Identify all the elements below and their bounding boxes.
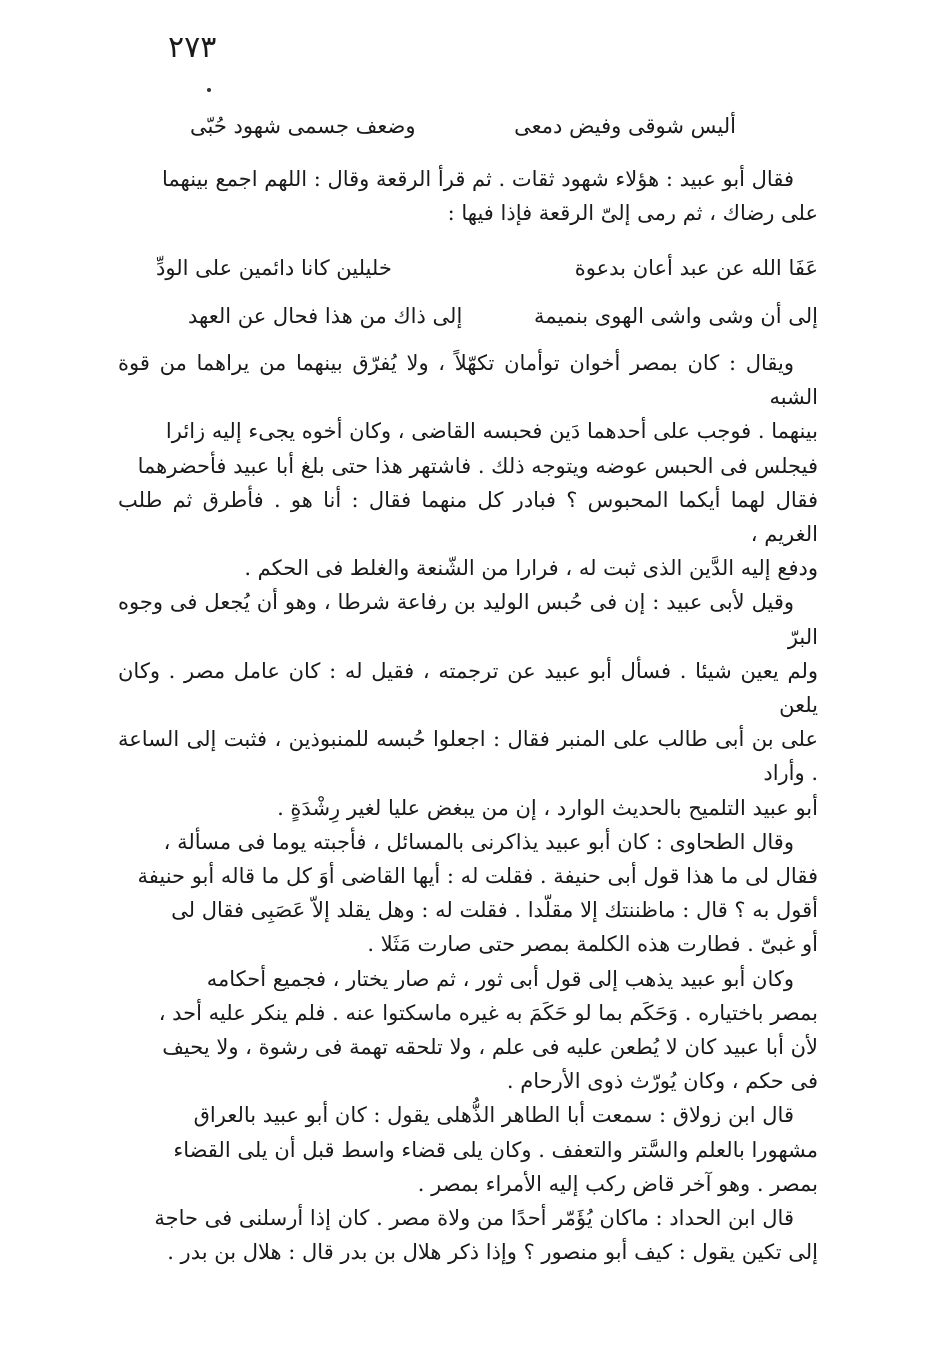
verse-1-right: عَفَا الله عن عبد أعان بدعوة — [574, 256, 818, 280]
text-line: بينهما . فوجب على أحدهما دَين فحبسه القاضى ، وكان أخوه يجىء إليه زائرا — [165, 419, 818, 444]
ink-dot — [207, 88, 211, 92]
paragraph-main — [118, 346, 818, 1269]
verse-1-left: خليلين كانا دائمين على الودِّ — [156, 256, 392, 280]
verse-2 — [188, 304, 818, 329]
text-line: على بن أبى طالب على المنبر فقال : اجعلوا حُبسه للمنبوذين ، فثبت إلى الساعة . وأراد — [118, 727, 818, 786]
text-line: وقال الطحاوى : كان أبو عبيد يذاكرنى بالمسائل ، فأجبته يوما فى مسألة ، — [163, 829, 794, 854]
text-line: فقال لهما أيكما المحبوس ؟ فبادر كل منهما فقال : أنا هو . فأطرق ثم طلب الغريم ، — [118, 487, 818, 547]
text-line: بمصر . وهو آخر قاض ركب إليه الأمراء بمصر . — [417, 1171, 818, 1196]
text-line: قال ابن زولاق : سمعت أبا الطاهر الذُّهلى يقول : كان أبو عبيد بالعراق — [193, 1103, 794, 1128]
text-line: ويقال : كان بمصر أخوان توأمان تكهّلاً ، ولا يُفرّق بينهما من يراهما من قوة الشبه — [118, 351, 818, 410]
text-line: فيجلس فى الحبس عوضه ويتوجه ذلك . فاشتهر هذا حتى بلغ أبا عبيد فأحضرهما — [137, 453, 818, 478]
text-line: أو غبىّ . فطارت هذه الكلمة بمصر حتى صارت مَثَلا . — [367, 932, 818, 957]
text-line: أقول به ؟ قال : ماظننتك إلا مقلّدا . فقلت له : وهل يقلد إلاّ عَصَبِى فقال لى — [171, 898, 818, 923]
text-line: مشهورا بالعلم والسَّتر والتعفف . وكان يلى قضاء واسط قبل أن يلى القضاء — [173, 1137, 818, 1162]
text-line: إلى تكين يقول : كيف أبو منصور ؟ وإذا ذكر هلال بن بدر قال : هلال بن بدر . — [167, 1240, 818, 1265]
verse-2-right: إلى أن وشى واشى الهوى بنميمة — [534, 304, 818, 328]
text-line: ودفع إليه الدَّين الذى ثبت له ، فرارا من الشّنعة والغلط فى الحكم . — [244, 556, 818, 581]
text-line: قال ابن الحداد : ماكان يُؤَمّر أحدًا من ولاة مصر . كان إذا أرسلنى فى حاجة — [154, 1206, 794, 1231]
verse-top-right: أليس شوقى وفيض دمعى — [514, 114, 736, 138]
text-line: ولم يعين شيئا . فسأل أبو عبيد عن ترجمته ، فقيل له : كان عامل مصر . وكان يلعن — [118, 658, 818, 718]
text-line: أبو عبيد التلميح بالحديث الوارد ، إن من يبغض عليا لغير رِشْدَةٍ . — [277, 795, 818, 820]
verse-1 — [156, 256, 818, 281]
text-line: فقال أبو عبيد : هؤلاء شهود ثقات . ثم قرأ الرقعة وقال : اللهم اجمع بينهما — [162, 167, 794, 191]
text-line: فقال لى ما هذا قول أبى حنيفة . فقلت له : أيها القاضى أوَ كل ما قاله أبو حنيفة — [137, 864, 818, 889]
verse-top — [190, 114, 736, 139]
text-line: وكان أبو عبيد يذهب إلى قول أبى ثور ، ثم صار يختار ، فجميع أحكامه — [206, 966, 794, 991]
text-line: على رضاك ، ثم رمى إلىّ الرقعة فإذا فيها : — [447, 201, 818, 226]
text-line: وقيل لأبى عبيد : إن فى حُبس الوليد بن رفاعة شرطا ، وهو أن يُجعل فى وجوه البرّ — [118, 590, 818, 649]
page-number: ٢٧٣ — [168, 30, 217, 65]
text-line: بمصر باختياره . وَحَكَم بما لو حَكَمَ به غيره ماسكتوا عنه . فلم ينكر عليه أحد ، — [158, 1000, 818, 1025]
text-line: فى حكم ، وكان يُورّث ذوى الأرحام . — [506, 1069, 818, 1094]
text-line: لأن أبا عبيد كان لا يُطعن عليه فى علم ، ولا تلحقه تهمة فى رشوة ، ولا يحيف — [162, 1035, 818, 1060]
paragraph-top — [118, 162, 818, 230]
verse-2-left: إلى ذاك من هذا فحال عن العهد — [188, 304, 463, 328]
verse-top-left: وضعف جسمى شهود حُبّى — [190, 114, 416, 138]
